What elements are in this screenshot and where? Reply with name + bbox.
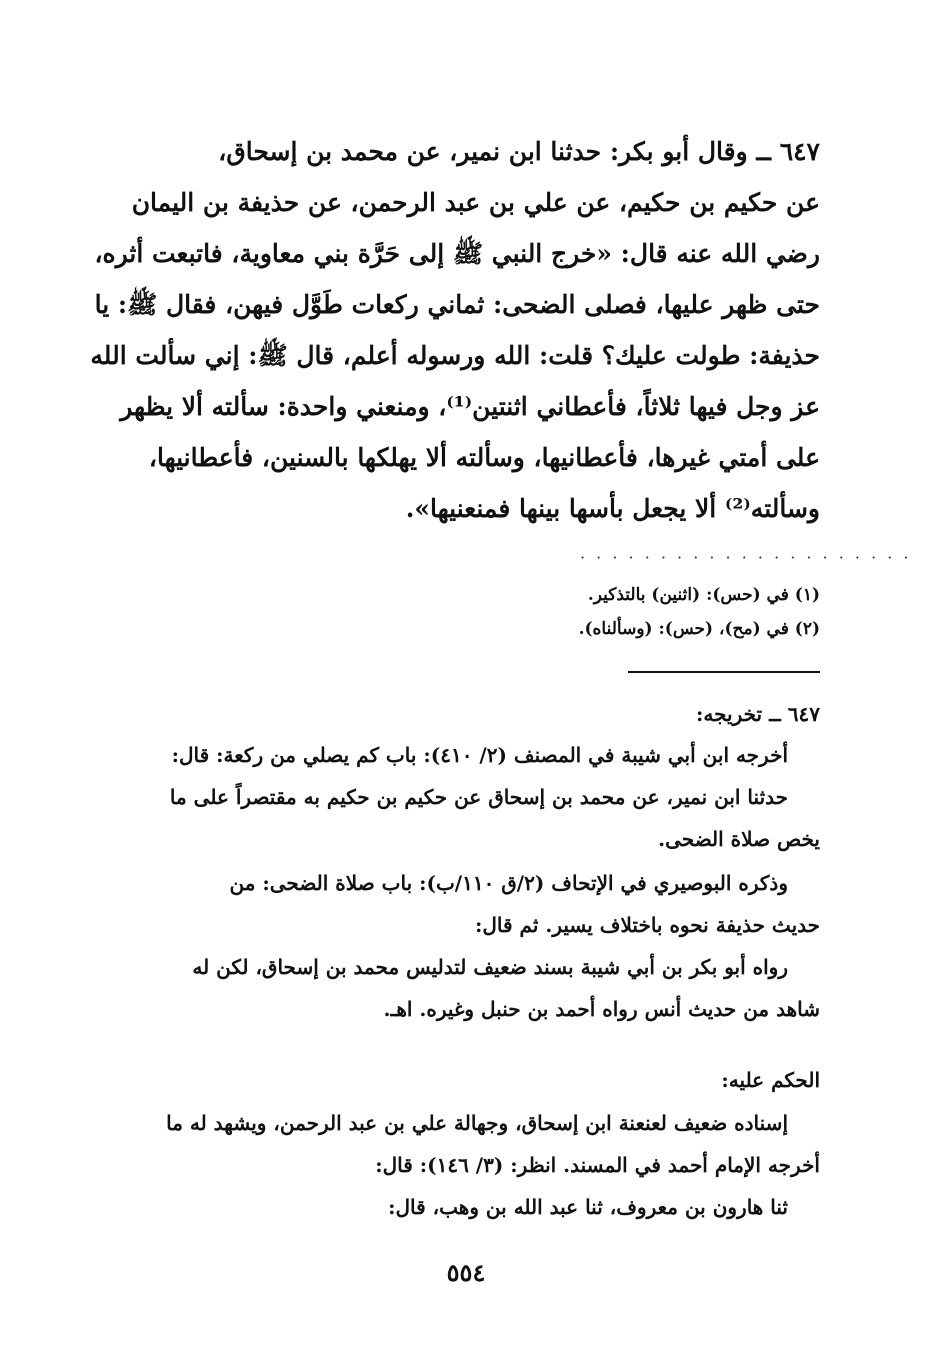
hadith-line: حذيفة: طولت عليك؟ قلت: الله ورسوله أعلم، قال ﷺ: إني سألت الله xyxy=(90,341,820,370)
takhrij-line: حدثنا ابن نمير، عن محمد بن إسحاق عن حكيم بن حكيم به مقتصراً على ما xyxy=(169,785,788,809)
hukm-heading: الحكم عليه: xyxy=(721,1068,820,1092)
takhrij-line: شاهد من حديث أنس رواه أحمد بن حنبل وغيره. اهـ. xyxy=(383,997,820,1021)
hadith-line: على أمتي غيرها، فأعطانيها، وسألته ألا يهلكها بالسنين، فأعطانيها، xyxy=(148,443,820,472)
page-number: ٥٥٤ xyxy=(446,1258,486,1287)
section-divider xyxy=(628,671,820,673)
footnotes xyxy=(300,578,820,646)
hadith-line: حتى ظهر عليها، فصلى الضحى: ثماني ركعات طَوَّل فيهن، فقال ﷺ: يا xyxy=(94,290,820,319)
takhrij-line: وذكره البوصيري في الإتحاف (٢/ق ١١٠/ب): باب صلاة الضحى: من xyxy=(229,871,788,895)
takhrij-line: أخرجه ابن أبي شيبة في المصنف (٢/ ٤١٠): باب كم يصلي من ركعة: قال: xyxy=(171,743,788,767)
hadith-line: عز وجل فيها ثلاثاً، فأعطاني اثنتين⁽¹⁾، ومنعني واحدة: سألته ألا يظهر xyxy=(120,392,820,421)
footnote: (٢) في (مح)، (حس): (وسألناه). xyxy=(578,619,820,639)
hukm-line: ثنا هارون بن معروف، ثنا عبد الله بن وهب، قال: xyxy=(388,1195,788,1219)
hadith-line: رضي الله عنه قال: «خرج النبي ﷺ إلى حَرَّة بني معاوية، فاتبعت أثره، xyxy=(94,239,820,268)
hadith-line: عن حكيم بن حكيم، عن علي بن عبد الرحمن، عن حذيفة بن اليمان xyxy=(131,188,820,217)
hadith-line: وسألته⁽²⁾ ألا يجعل بأسها بينها فمنعنيها». xyxy=(405,494,820,523)
hukm-line: أخرجه الإمام أحمد في المسند. انظر: (٣/ ١٤٦): قال: xyxy=(375,1153,820,1177)
hadith-line: ٦٤٧ ــ وقال أبو بكر: حدثنا ابن نمير، عن محمد بن إسحاق، xyxy=(218,137,820,166)
takhrij-heading: ٦٤٧ ــ تخريجه: xyxy=(696,702,820,726)
takhrij-line: يخص صلاة الضحى. xyxy=(658,827,820,851)
hukm-line: إسناده ضعيف لعنعنة ابن إسحاق، وجهالة علي بن عبد الرحمن، ويشهد له ما xyxy=(166,1111,788,1135)
takhrij-section xyxy=(86,694,820,1030)
separator-dots: · · · · · · · · · · · · · · · · · · · · · xyxy=(580,548,912,567)
takhrij-line: حديث حذيفة نحوه باختلاف يسير. ثم قال: xyxy=(474,913,820,937)
hukm-section xyxy=(86,1058,820,1228)
hadith-text xyxy=(92,126,820,534)
takhrij-line: رواه أبو بكر بن أبي شيبة بسند ضعيف لتدليس محمد بن إسحاق، لكن له xyxy=(192,955,788,979)
footnote: (١) في (حس): (اثنين) بالتذكير. xyxy=(587,585,820,605)
